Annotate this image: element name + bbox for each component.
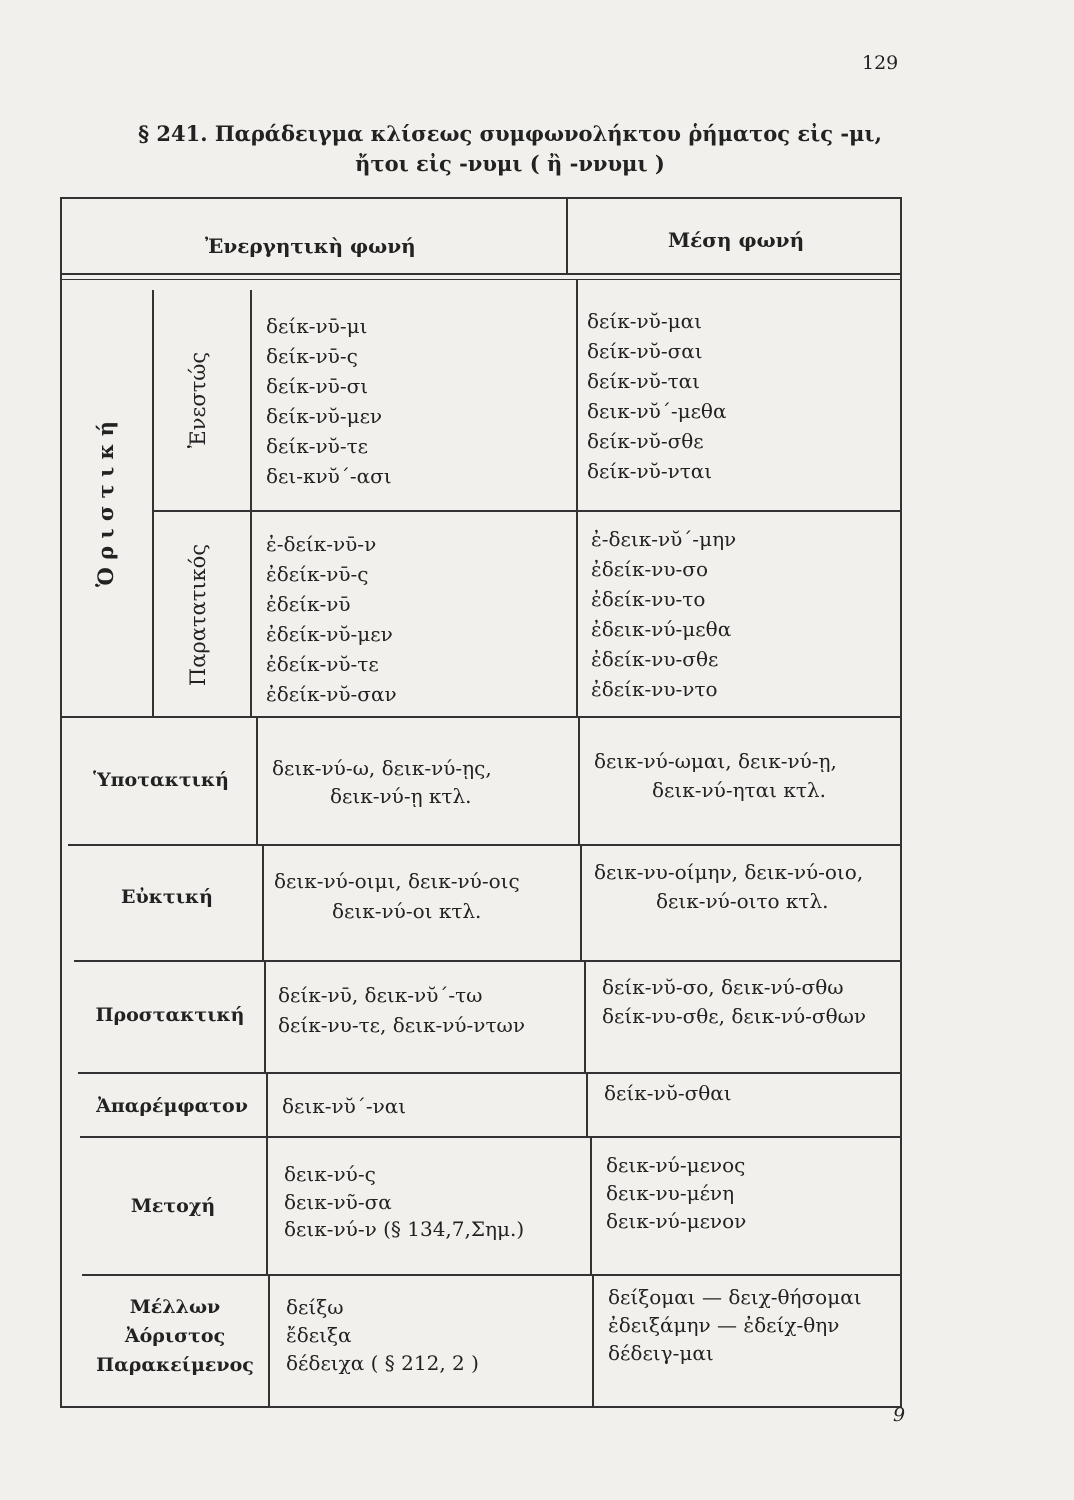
subjunctive-middle-1: δεικ-νύ-ωμαι, δεικ-νύ-ῃ, [594, 749, 837, 773]
participle-label-divider [266, 1138, 268, 1276]
header-divider-vertical [566, 197, 568, 275]
subjunctive-active-2: δεικ-νύ-ῃ κτλ. [330, 784, 472, 808]
aorist-middle: ἐδειξάμην — ἐδείχ-θην [608, 1313, 840, 1337]
imperative-middle-2: δείκ-νυ-σθε, δεικ-νύ-σθων [602, 1004, 867, 1028]
present-middle-5: δείκ-νῠ-σθε [587, 429, 704, 453]
participle-middle-1: δεικ-νύ-μενος [606, 1153, 746, 1177]
participle-middle-3: δεικ-νύ-μενον [606, 1209, 747, 1233]
imperfect-middle-1: ἐ-δεικ-νῠ΄-μην [591, 527, 737, 551]
present-middle-1: δείκ-νῠ-μαι [587, 309, 702, 333]
optative-middle-1: δεικ-νυ-οίμην, δεικ-νύ-οιο, [594, 860, 864, 884]
infinitive-middle: δείκ-νῠ-σθαι [604, 1081, 732, 1105]
present-active-5: δείκ-νῠ-τε [266, 434, 369, 458]
section-title-line1: § 241. Παράδειγμα κλίσεως συμφωνολήκτου ῥήματος εἰς -μι, [138, 121, 882, 146]
optative-label-divider [262, 846, 264, 962]
imperfect-tense-label: Παρατατικός [186, 543, 210, 687]
header-active-voice: Ἐνεργητικὴ φωνή [205, 234, 416, 258]
future-middle: δείξομαι — δειχ-θήσομαι [608, 1285, 862, 1309]
imperfect-active-3: ἐδείκ-νῡ [266, 592, 351, 616]
oristiki-left-divider [152, 290, 154, 718]
imperative-active-2: δείκ-νυ-τε, δεικ-νύ-ντων [278, 1013, 525, 1037]
subjunctive-bottom-rule [68, 844, 902, 846]
present-active-2: δείκ-νῡ-ς [266, 344, 358, 368]
participle-voice-divider [590, 1138, 592, 1276]
imperfect-middle-6: ἐδείκ-νυ-ντο [591, 677, 718, 701]
present-active-4: δείκ-νῠ-μεν [266, 404, 383, 428]
imperative-label-divider [264, 962, 266, 1074]
present-active-6: δει-κνῠ΄-ασι [266, 464, 392, 488]
oristiki-voice-divider [576, 280, 578, 718]
tenses-label-divider [268, 1276, 270, 1408]
optative-bottom-rule [74, 960, 902, 962]
subjunctive-active-1: δεικ-νύ-ω, δεικ-νύ-ῃς, [272, 756, 492, 780]
subjunctive-middle-2: δεικ-νύ-ηται κτλ. [652, 778, 826, 802]
future-label: Μέλλων [129, 1296, 221, 1318]
oristiki-bottom-rule [60, 716, 902, 718]
present-active-1: δείκ-νῡ-μι [266, 314, 368, 338]
imperfect-active-2: ἐδείκ-νῡ-ς [266, 562, 369, 586]
imperative-active-1: δείκ-νῡ, δεικ-νῠ΄-τω [278, 983, 483, 1007]
imperfect-middle-3: ἐδείκ-νυ-το [591, 587, 706, 611]
present-middle-2: δείκ-νῠ-σαι [587, 339, 703, 363]
header-bottom-rule-2 [60, 279, 902, 280]
perfect-active: δέδειχα ( § 212, 2 ) [286, 1351, 479, 1375]
optative-voice-divider [580, 846, 582, 962]
infinitive-active: δεικ-νῠ΄-ναι [282, 1094, 407, 1118]
present-middle-6: δείκ-νῠ-νται [587, 459, 713, 483]
infinitive-label-divider [266, 1074, 268, 1138]
present-middle-4: δεικ-νῠ΄-μεθα [587, 399, 727, 423]
infinitive-bottom-rule [80, 1136, 902, 1138]
imperfect-active-1: ἐ-δείκ-νῡ-ν [266, 532, 377, 556]
page-number: 129 [862, 52, 899, 74]
oristiki-label: Ὁ ρ ι σ τ ι κ ή [93, 421, 118, 587]
optative-middle-2: δεικ-νύ-οιτο κτλ. [656, 889, 829, 913]
imperative-voice-divider [584, 962, 586, 1074]
imperfect-active-4: ἐδείκ-νῠ-μεν [266, 622, 393, 646]
subjunctive-voice-divider [578, 718, 580, 846]
tenses-voice-divider [592, 1276, 594, 1408]
infinitive-voice-divider [586, 1074, 588, 1138]
optative-active-2: δεικ-νύ-οι κτλ. [332, 899, 482, 923]
present-imperfect-divider [152, 510, 902, 512]
section-title-line2: ἤτοι εἰς -νυμι ( ἢ -ννυμι ) [355, 151, 665, 176]
participle-bottom-rule [82, 1274, 902, 1276]
subjunctive-label: Ὑποτακτική [93, 769, 229, 791]
present-middle-3: δείκ-νῠ-ται [587, 369, 700, 393]
participle-active-3: δεικ-νύ-ν (§ 134,7,Σημ.) [284, 1217, 525, 1241]
participle-active-2: δεικ-νῦ-σα [284, 1190, 392, 1214]
optative-active-1: δεικ-νύ-οιμι, δεικ-νύ-οις [274, 869, 520, 893]
subjunctive-label-divider [256, 718, 258, 846]
infinitive-label: Ἀπαρέμφατον [96, 1095, 248, 1117]
imperative-label: Προστακτική [95, 1004, 245, 1026]
present-active-3: δείκ-νῡ-σι [266, 374, 369, 398]
imperfect-active-5: ἐδείκ-νῠ-τε [266, 652, 379, 676]
imperfect-active-6: ἐδείκ-νῠ-σαν [266, 682, 397, 706]
participle-middle-2: δεικ-νυ-μένη [606, 1181, 735, 1205]
aorist-label: Ἀόριστος [124, 1325, 226, 1347]
perfect-label: Παρακείμενος [96, 1354, 254, 1376]
imperfect-middle-2: ἐδείκ-νυ-σο [591, 557, 709, 581]
present-tense-label: Ἐνεστώς [186, 351, 210, 449]
tense-label-divider [250, 290, 252, 718]
participle-active-1: δεικ-νύ-ς [284, 1162, 376, 1186]
participle-label: Μετοχή [130, 1195, 216, 1217]
imperfect-middle-5: ἐδείκ-νυ-σθε [591, 647, 719, 671]
imperfect-middle-4: ἐδεικ-νύ-μεθα [591, 617, 732, 641]
imperative-bottom-rule [78, 1072, 902, 1074]
footer-signature-mark: 9 [893, 1404, 906, 1426]
header-middle-voice: Μέση φωνή [668, 228, 805, 252]
perfect-middle: δέδειγ-μαι [608, 1341, 714, 1365]
optative-label: Εὐκτική [121, 886, 213, 908]
aorist-active: ἔδειξα [286, 1323, 352, 1347]
imperative-middle-1: δείκ-νῠ-σο, δεικ-νύ-σθω [602, 975, 844, 999]
header-bottom-rule [60, 273, 902, 275]
future-active: δείξω [286, 1295, 344, 1319]
